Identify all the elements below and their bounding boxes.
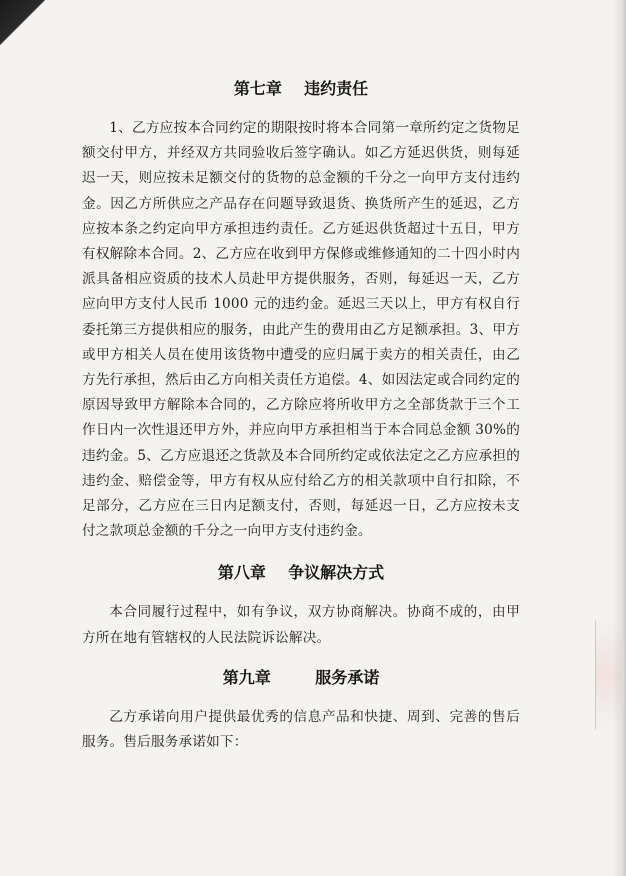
chapter-7-body: 1、乙方应按本合同约定的期限按时将本合同第一章所约定之货物足额交付甲方，并经双方共同验收后签字确认。如乙方延迟供货，则每延迟一天，则应按未足额交付的货物的总金额的千分之一向甲方支付违约金。因乙方所供应之产品存在问题导致退货、换货所产生的延迟，乙方应按本条之约定向甲方承担违约责任。乙方延迟供货超过十五日，甲方有权解除本合同。2、乙方应在收到甲方保修或维修通知的二十四小时内派具备相应资质的技术人员赴甲方提供服务，否则，每延迟一天，乙方应向甲方支付人民币 1000 元的违约金。延迟三天以上，甲方有权自行委托第三方提供相应的服务，由此产生的费用由乙方足额承担。3、甲方或甲方相关人员在使用该货物中遭受的应归属于卖方的相关责任，由乙方先行承担，然后由乙方向相关责任方追偿。4、如因法定或合同约定的原因导致甲方解除本合同的，乙方除应将所收甲方之全部货款于三个工作日内一次性退还甲方外，并应向甲方承担相当于本合同总金额 30%的违约金。5、乙方应退还之货款及本合同所约定或依法定之乙方应承担的违约金、赔偿金等，甲方有权从应付给乙方的相关款项中自行扣除，不足部分，乙方应在三日内足额支付，否则，每延迟一日，乙方应按未支付之款项总金额的千分之一向甲方支付违约金。 — [82, 120, 520, 540]
scan-edge-shadow — [612, 0, 626, 876]
chapter-7-title: 第七章 违约责任 — [233, 79, 369, 98]
scan-corner-shadow — [0, 0, 46, 46]
chapter-8-body: 本合同履行过程中，如有争议，双方协商解决。协商不成的，由甲方所在地有管辖权的人民法院诉讼解决。 — [82, 604, 520, 646]
chapter-8-title: 第八章 争议解决方式 — [217, 563, 385, 583]
chapter-9-title: 第九章 服务承诺 — [222, 667, 380, 687]
document-page — [82, 76, 520, 755]
chapter-9-body: 乙方承诺向用户提供最优秀的信息产品和快捷、周到、完善的售后服务。售后服务承诺如下： — [82, 708, 520, 751]
seal-stamp-edge — [595, 620, 622, 730]
